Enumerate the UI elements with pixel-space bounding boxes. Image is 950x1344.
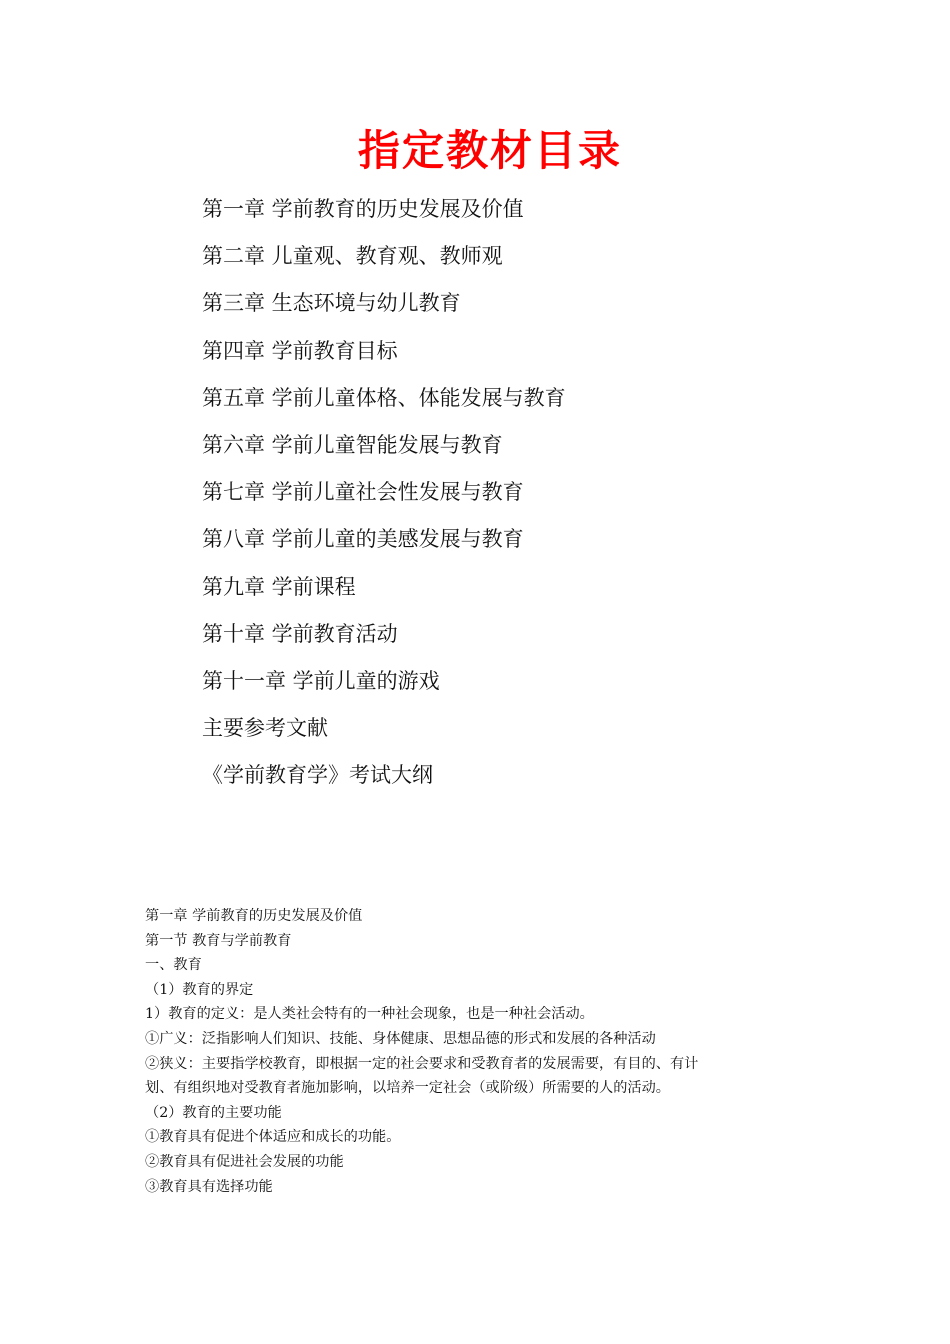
paragraph: ①广义：泛指影响人们知识、技能、身体健康、思想品德的形式和发展的各种活动 <box>145 1030 656 1047</box>
toc-item: 《学前教育学》考试大纲 <box>202 763 433 788</box>
toc-item: 第九章 学前课程 <box>202 574 356 599</box>
toc-item: 第三章 生态环境与幼儿教育 <box>202 291 461 316</box>
toc-item: 第一章 学前教育的历史发展及价值 <box>202 197 524 221</box>
subtopic-heading: （2）教育的主要功能 <box>145 1104 282 1121</box>
function-item: ①教育具有促进个体适应和成长的功能。 <box>145 1129 401 1146</box>
toc-item: 第十一章 学前儿童的游戏 <box>202 668 440 693</box>
chapter-heading: 第一章 学前教育的历史发展及价值 <box>145 908 363 924</box>
toc-item: 第四章 学前教育目标 <box>202 338 398 363</box>
page-title: 指定教材目录 <box>357 126 622 175</box>
paragraph: ②狭义：主要指学校教育，即根据一定的社会要求和受教育者的发展需要，有目的、有计 <box>145 1055 699 1072</box>
paragraph: 划、有组织地对受教育者施加影响，以培养一定社会（或阶级）所需要的人的活动。 <box>145 1080 670 1097</box>
paragraph: 1）教育的定义：是人类社会特有的一种社会现象，也是一种社会活动。 <box>145 1006 594 1023</box>
toc-item: 第十章 学前教育活动 <box>202 621 398 646</box>
function-item: ②教育具有促进社会发展的功能 <box>145 1153 344 1170</box>
table-of-contents <box>202 190 566 803</box>
topic-heading: 一、教育 <box>145 957 202 974</box>
subtopic-heading: （1）教育的界定 <box>145 981 254 998</box>
toc-item: 第七章 学前儿童社会性发展与教育 <box>202 480 524 505</box>
section-heading: 第一节 教育与学前教育 <box>145 932 292 949</box>
toc-item: 第二章 儿童观、教育观、教师观 <box>202 244 503 269</box>
toc-item: 主要参考文献 <box>202 716 328 741</box>
toc-item: 第六章 学前儿童智能发展与教育 <box>202 432 503 457</box>
function-item: ③教育具有选择功能 <box>145 1178 273 1195</box>
chapter-body <box>145 904 815 1199</box>
toc-item: 第八章 学前儿童的美感发展与教育 <box>202 527 524 552</box>
toc-item: 第五章 学前儿童体格、体能发展与教育 <box>202 385 566 410</box>
